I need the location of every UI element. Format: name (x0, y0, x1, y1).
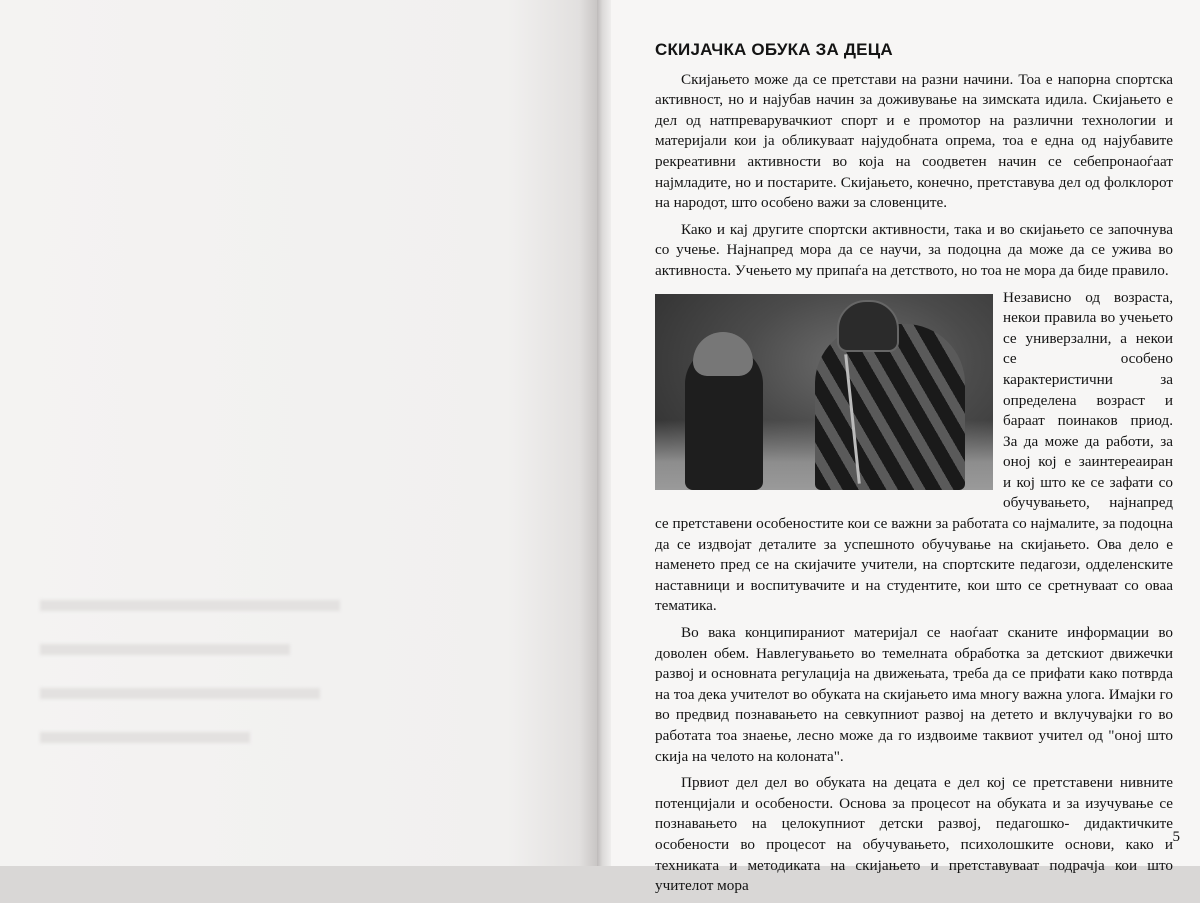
bleed-through-lines (40, 600, 370, 776)
paragraph-5: Првиот дел дел во обуката на децата е дел кој се претставени нивните потенцијали и особености. Основа за процесот на обуката и за изучување се познавањето на целокупниот детски развој, педагошко- дидактичките особености во процесот на обучувањето, психолошките основи, како и техниката и методиката на скијањето и претставуваат подрачја кои што учителот мора (655, 774, 1173, 895)
paragraph-4: Во вака конципираниот материјал се наоѓаат сканите информации во доволен обем. Навлегувањето во темелната обработка за детскиот движечки развој и основната регулација на движењата, треба да се прифати како потврда на тоа дека учителот во обуката на скијањето има многу важна улога. Имајки го во предвид познавањето на севкупниот развој на детето и вклучувајки го во работата тоа знаење, лесно може да го издвоиме таквиот учител од "оној што скија на челото на колоната". (655, 624, 1173, 765)
chapter-title: СКИЈАЧКА ОБУКА ЗА ДЕЦА (655, 40, 893, 59)
paragraph-1: Скијањето може да се претстави на разни начини. Тоа е напорна спортска активност, но и најубав начин за доживување на зимската идила. Скијањето е дел од натпреварувачкиот спорт и е промотор на различни технологии и материјали кои ја обликуваат најудобната опрема, тоа е една од најубавите рекреативни активности во која на соодветен начин се себепронаоѓаат најмладите, но и постарите. Скијањето, конечно, претставува дел од фолклорот на народот, што особено важи за словенците. (655, 70, 1173, 212)
right-page (611, 0, 1200, 895)
paragraph-2: Како и кај другите спортски активности, така и во скијањето се започнува со учење. Најнапред мора да се научи, за подоцна да може да се ужива во активноста. Учењето му припаѓа на детството, но тоа не мора да биде правило. (655, 220, 1173, 279)
page-number: 5 (1172, 829, 1180, 845)
book-gutter (597, 0, 611, 866)
instructor-helmet-shape (837, 300, 899, 352)
bleed-through-text (20, 340, 565, 356)
left-page (0, 0, 597, 866)
child-helmet-shape (693, 332, 753, 376)
page-content (655, 40, 1173, 903)
skiing-lesson-photo-icon (655, 294, 993, 490)
paragraph-3: Независно од возраста, некои правила во учењето се универзални, а некои се особено карактеристични за определена возраст и бараат поинаков приод. За да може да работи, за оној кој е заинтереаиран и кој што ке се зафати со обучувањето, најнапред се претставени особеностите кои се важни за работата со најмалите, за подоцна да се издвојат деталите за успешното обучување на скијањето. Ова дело е наменето пред се на скијачите учители, на спортските педагози, одделенските наставници и воспитувачите и на студентите, кои што се сретнуваат со оваа тематика. (655, 288, 1173, 615)
